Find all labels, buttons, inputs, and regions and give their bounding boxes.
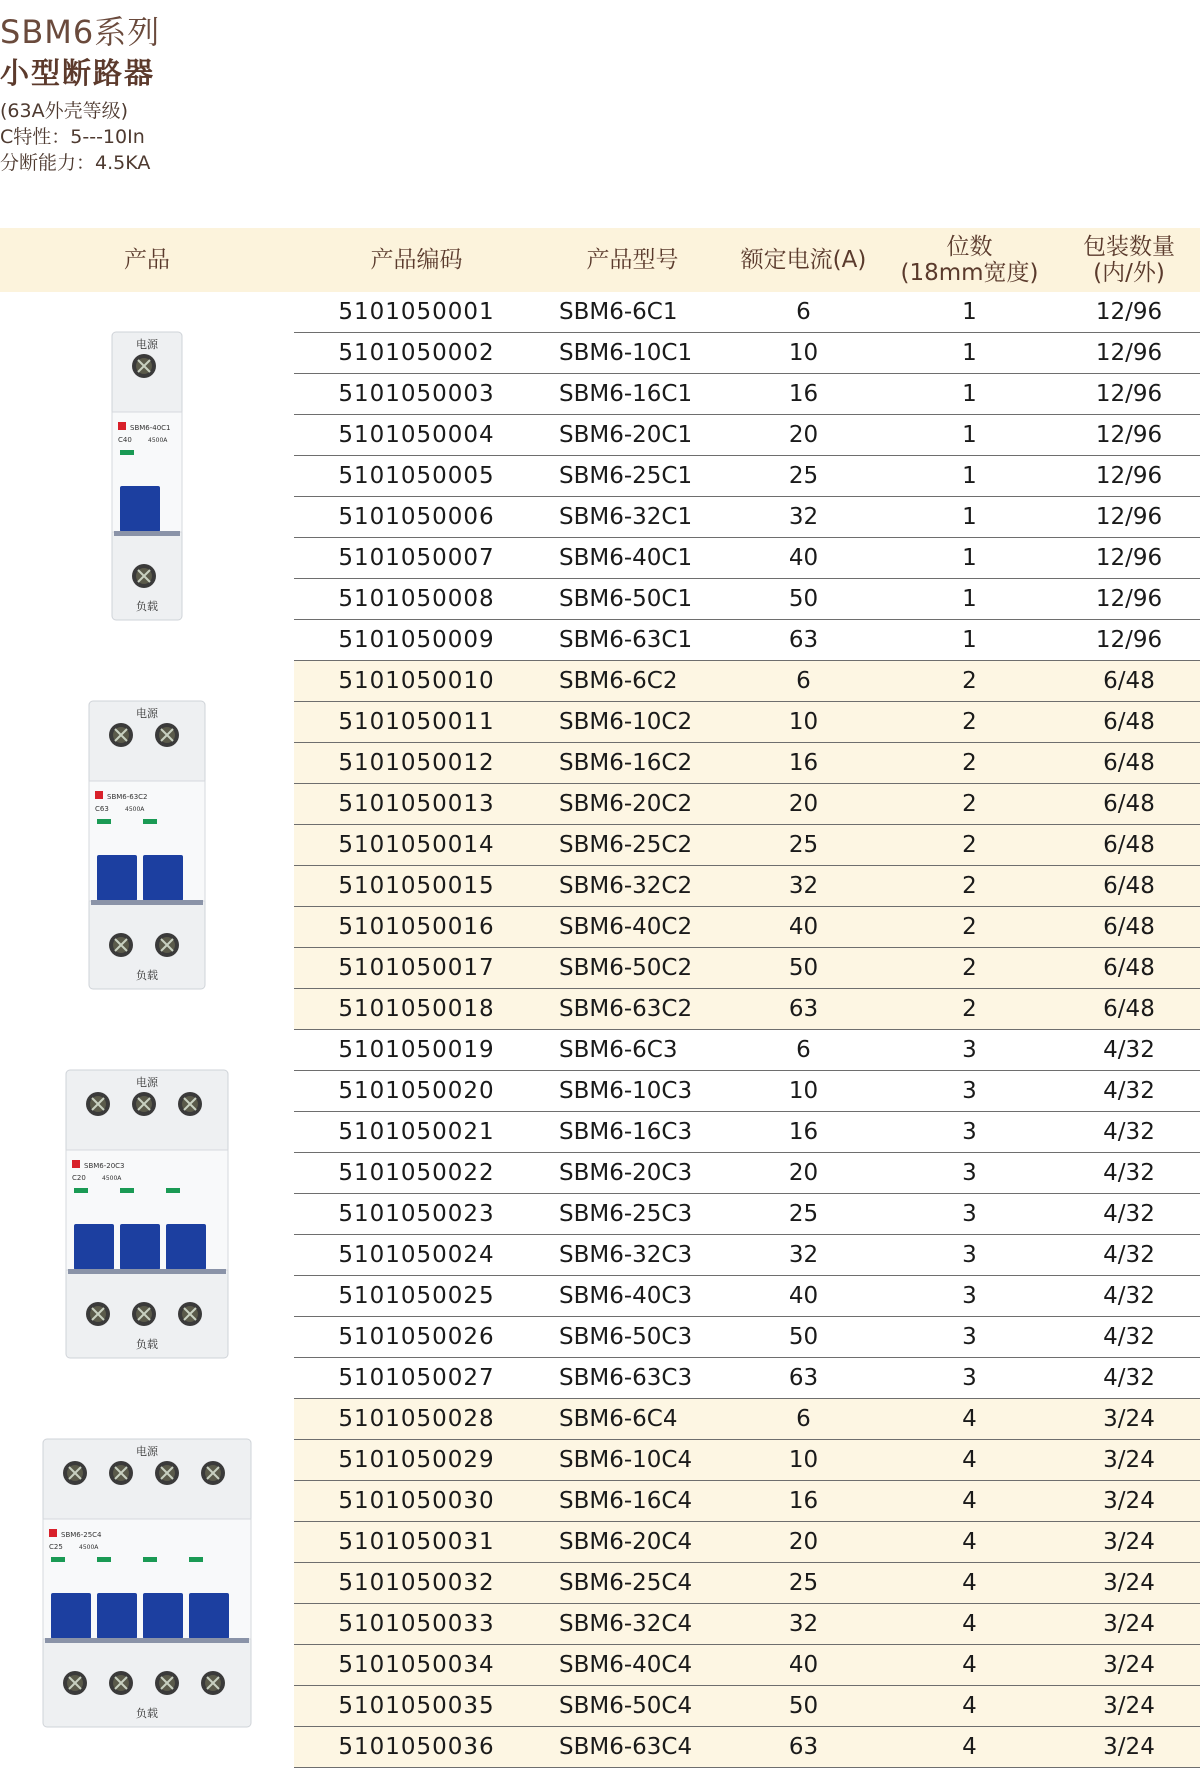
cell-current: 32: [726, 866, 881, 907]
cell-code: 5101050035: [294, 1686, 539, 1727]
cell-current: 16: [726, 1481, 881, 1522]
breaker-handle: [143, 1593, 183, 1639]
cell-poles: 2: [881, 866, 1058, 907]
cell-pack: 4/32: [1058, 1030, 1200, 1071]
cell-model: SBM6-16C1: [539, 374, 726, 415]
cell-poles: 3: [881, 1317, 1058, 1358]
cell-model: SBM6-50C3: [539, 1317, 726, 1358]
cell-pack: 6/48: [1058, 866, 1200, 907]
cell-poles: 4: [881, 1604, 1058, 1645]
cell-model: SBM6-32C3: [539, 1235, 726, 1276]
cell-model: SBM6-20C1: [539, 415, 726, 456]
breaker-handle: [143, 855, 183, 901]
cell-pack: 12/96: [1058, 579, 1200, 620]
cell-code: 5101050026: [294, 1317, 539, 1358]
cell-model: SBM6-25C2: [539, 825, 726, 866]
terminal-screw-icon: [155, 933, 179, 957]
terminal-screw-icon: [155, 1671, 179, 1695]
cell-model: SBM6-32C1: [539, 497, 726, 538]
cell-code: 5101050002: [294, 333, 539, 374]
breaker-illustration-3p: [58, 1064, 236, 1364]
cell-model: SBM6-50C2: [539, 948, 726, 989]
curve-characteristic: C特性：5---10In: [0, 126, 145, 148]
terminal-screw-icon: [155, 1461, 179, 1485]
cell-poles: 1: [881, 538, 1058, 579]
col-poles-line1: 位数: [946, 234, 993, 260]
table-row: [0, 661, 1200, 702]
cell-current: 20: [726, 1522, 881, 1563]
cell-poles: 4: [881, 1727, 1058, 1768]
cell-current: 25: [726, 825, 881, 866]
4-pole-breaker-photo: [35, 1433, 259, 1733]
cell-current: 50: [726, 1317, 881, 1358]
cell-pack: 6/48: [1058, 989, 1200, 1030]
product-image-cell: [0, 1030, 294, 1399]
status-indicator-icon: [143, 1557, 157, 1562]
cell-pack: 6/48: [1058, 784, 1200, 825]
cell-pack: 6/48: [1058, 661, 1200, 702]
status-indicator-icon: [143, 819, 157, 824]
cell-pack: 3/24: [1058, 1604, 1200, 1645]
breaker-capacity-label: 4500A: [79, 1544, 99, 1551]
cell-poles: 3: [881, 1194, 1058, 1235]
cell-current: 6: [726, 1399, 881, 1440]
cell-current: 6: [726, 661, 881, 702]
cell-poles: 1: [881, 415, 1058, 456]
breaker-handle: [51, 1593, 91, 1639]
cell-poles: 2: [881, 825, 1058, 866]
cell-current: 63: [726, 989, 881, 1030]
breaker-model-label: SBM6-63C2: [107, 793, 148, 801]
cell-code: 5101050031: [294, 1522, 539, 1563]
cell-current: 10: [726, 333, 881, 374]
cell-current: 25: [726, 1563, 881, 1604]
cell-code: 5101050034: [294, 1645, 539, 1686]
terminal-screw-icon: [132, 564, 156, 588]
cell-model: SBM6-32C4: [539, 1604, 726, 1645]
breaker-model-label: SBM6-25C4: [61, 1531, 102, 1539]
line-label: 电源: [136, 338, 158, 352]
brand-logo-icon: [95, 791, 103, 799]
breaker-capacity-label: 4500A: [148, 437, 168, 445]
cell-model: SBM6-40C1: [539, 538, 726, 579]
brand-logo-icon: [118, 422, 126, 430]
terminal-screw-icon: [109, 1461, 133, 1485]
status-indicator-icon: [120, 450, 134, 455]
cell-current: 16: [726, 1112, 881, 1153]
cell-pack: 3/24: [1058, 1399, 1200, 1440]
product-image-cell: [0, 661, 294, 1030]
cell-code: 5101050029: [294, 1440, 539, 1481]
cell-poles: 4: [881, 1481, 1058, 1522]
cell-model: SBM6-6C3: [539, 1030, 726, 1071]
cell-poles: 2: [881, 743, 1058, 784]
cell-poles: 2: [881, 989, 1058, 1030]
cell-code: 5101050010: [294, 661, 539, 702]
cell-code: 5101050003: [294, 374, 539, 415]
line-label: 电源: [136, 1076, 158, 1089]
col-product: 产品: [0, 228, 294, 292]
cell-code: 5101050006: [294, 497, 539, 538]
cell-pack: 3/24: [1058, 1727, 1200, 1768]
status-indicator-icon: [189, 1557, 203, 1562]
frame-rating: (63A外壳等级): [0, 100, 128, 122]
cell-model: SBM6-25C3: [539, 1194, 726, 1235]
cell-poles: 1: [881, 579, 1058, 620]
cell-poles: 3: [881, 1153, 1058, 1194]
table-row: [0, 292, 1200, 333]
cell-model: SBM6-10C1: [539, 333, 726, 374]
cell-current: 16: [726, 374, 881, 415]
cell-model: SBM6-6C1: [539, 292, 726, 333]
cell-poles: 3: [881, 1235, 1058, 1276]
cell-pack: 4/32: [1058, 1153, 1200, 1194]
cell-code: 5101050009: [294, 620, 539, 661]
cell-code: 5101050024: [294, 1235, 539, 1276]
cell-model: SBM6-50C4: [539, 1686, 726, 1727]
cell-code: 5101050014: [294, 825, 539, 866]
breaker-illustration-2p: [81, 695, 213, 995]
terminal-screw-icon: [86, 1302, 110, 1326]
cell-pack: 3/24: [1058, 1481, 1200, 1522]
col-model: 产品型号: [539, 228, 726, 292]
cell-code: 5101050030: [294, 1481, 539, 1522]
product-image-cell: [0, 1399, 294, 1768]
load-label: 负载: [136, 600, 158, 614]
cell-model: SBM6-25C1: [539, 456, 726, 497]
line-label: 电源: [136, 1445, 158, 1458]
cell-pack: 12/96: [1058, 497, 1200, 538]
cell-pack: 12/96: [1058, 538, 1200, 579]
cell-code: 5101050011: [294, 702, 539, 743]
status-indicator-icon: [120, 1188, 134, 1193]
cell-model: SBM6-50C1: [539, 579, 726, 620]
terminal-screw-icon: [63, 1461, 87, 1485]
cell-poles: 2: [881, 784, 1058, 825]
cell-current: 10: [726, 1440, 881, 1481]
cell-current: 50: [726, 579, 881, 620]
table-row: [0, 1399, 1200, 1440]
col-poles-line2: (18mm宽度): [900, 260, 1039, 286]
document-header: [0, 12, 160, 176]
breaker-capacity-label: 4500A: [125, 806, 145, 813]
terminal-screw-icon: [155, 723, 179, 747]
cell-pack: 3/24: [1058, 1645, 1200, 1686]
cell-model: SBM6-40C2: [539, 907, 726, 948]
table-row: [0, 1030, 1200, 1071]
cell-code: 5101050013: [294, 784, 539, 825]
breaker-handle: [120, 486, 160, 532]
breaker-illustration-1p: [104, 326, 190, 626]
breaking-capacity: 分断能力：4.5KA: [0, 152, 151, 174]
cell-pack: 4/32: [1058, 1276, 1200, 1317]
cell-model: SBM6-20C4: [539, 1522, 726, 1563]
cell-current: 63: [726, 620, 881, 661]
cell-poles: 4: [881, 1645, 1058, 1686]
breaker-capacity-label: 4500A: [102, 1175, 122, 1182]
cell-pack: 4/32: [1058, 1317, 1200, 1358]
cell-pack: 6/48: [1058, 702, 1200, 743]
cell-poles: 3: [881, 1112, 1058, 1153]
cell-code: 5101050017: [294, 948, 539, 989]
brand-logo-icon: [49, 1529, 57, 1537]
cell-current: 32: [726, 497, 881, 538]
breaker-rating-label: C63: [95, 805, 109, 813]
col-pack: [1058, 228, 1200, 292]
cell-pack: 12/96: [1058, 374, 1200, 415]
cell-code: 5101050012: [294, 743, 539, 784]
cell-model: SBM6-20C3: [539, 1153, 726, 1194]
cell-model: SBM6-16C2: [539, 743, 726, 784]
cell-pack: 3/24: [1058, 1686, 1200, 1727]
cell-current: 50: [726, 1686, 881, 1727]
cell-pack: 3/24: [1058, 1522, 1200, 1563]
cell-current: 10: [726, 1071, 881, 1112]
cell-poles: 2: [881, 702, 1058, 743]
cell-current: 6: [726, 1030, 881, 1071]
cell-current: 16: [726, 743, 881, 784]
breaker-illustration-4p: [35, 1433, 259, 1733]
status-indicator-icon: [166, 1188, 180, 1193]
cell-pack: 12/96: [1058, 292, 1200, 333]
cell-pack: 12/96: [1058, 456, 1200, 497]
cell-model: SBM6-63C1: [539, 620, 726, 661]
cell-poles: 3: [881, 1030, 1058, 1071]
load-label: 负载: [136, 1338, 158, 1351]
cell-current: 50: [726, 948, 881, 989]
cell-model: SBM6-25C4: [539, 1563, 726, 1604]
product-image-cell: [0, 292, 294, 661]
breaker-handle: [166, 1224, 206, 1270]
cell-poles: 1: [881, 292, 1058, 333]
cell-pack: 6/48: [1058, 743, 1200, 784]
cell-poles: 4: [881, 1440, 1058, 1481]
cell-model: SBM6-63C4: [539, 1727, 726, 1768]
cell-current: 25: [726, 456, 881, 497]
cell-model: SBM6-40C4: [539, 1645, 726, 1686]
cell-code: 5101050025: [294, 1276, 539, 1317]
breaker-handle: [189, 1593, 229, 1639]
cell-pack: 4/32: [1058, 1071, 1200, 1112]
cell-current: 20: [726, 415, 881, 456]
1-pole-breaker-photo: [104, 326, 190, 626]
terminal-screw-icon: [132, 354, 156, 378]
cell-poles: 1: [881, 456, 1058, 497]
terminal-screw-icon: [132, 1302, 156, 1326]
status-indicator-icon: [51, 1557, 65, 1562]
cell-current: 25: [726, 1194, 881, 1235]
terminal-screw-icon: [109, 1671, 133, 1695]
cell-current: 63: [726, 1727, 881, 1768]
cell-model: SBM6-6C2: [539, 661, 726, 702]
cell-pack: 6/48: [1058, 948, 1200, 989]
col-pack-line2: (内/外): [1093, 260, 1165, 286]
col-poles: [881, 228, 1058, 292]
cell-poles: 1: [881, 374, 1058, 415]
col-current: 额定电流(A): [726, 228, 881, 292]
cell-code: 5101050023: [294, 1194, 539, 1235]
cell-model: SBM6-20C2: [539, 784, 726, 825]
cell-code: 5101050021: [294, 1112, 539, 1153]
cell-pack: 12/96: [1058, 333, 1200, 374]
cell-code: 5101050036: [294, 1727, 539, 1768]
breaker-model-label: SBM6-40C1: [130, 424, 171, 433]
cell-code: 5101050015: [294, 866, 539, 907]
cell-model: SBM6-10C2: [539, 702, 726, 743]
breaker-model-label: SBM6-20C3: [84, 1162, 125, 1170]
cell-pack: 6/48: [1058, 825, 1200, 866]
product-name: 小型断路器: [0, 56, 156, 90]
cell-pack: 4/32: [1058, 1358, 1200, 1399]
terminal-screw-icon: [201, 1671, 225, 1695]
cell-pack: 4/32: [1058, 1235, 1200, 1276]
terminal-screw-icon: [86, 1092, 110, 1116]
cell-code: 5101050008: [294, 579, 539, 620]
col-pack-line1: 包装数量: [1083, 234, 1175, 260]
breaker-rating-label: C40: [118, 436, 132, 445]
cell-model: SBM6-16C3: [539, 1112, 726, 1153]
cell-code: 5101050033: [294, 1604, 539, 1645]
cell-pack: 4/32: [1058, 1112, 1200, 1153]
status-indicator-icon: [97, 819, 111, 824]
cell-code: 5101050018: [294, 989, 539, 1030]
cell-poles: 2: [881, 948, 1058, 989]
status-indicator-icon: [97, 1557, 111, 1562]
table-header-row: [0, 228, 1200, 292]
cell-model: SBM6-63C2: [539, 989, 726, 1030]
cell-model: SBM6-10C4: [539, 1440, 726, 1481]
cell-code: 5101050028: [294, 1399, 539, 1440]
cell-code: 5101050001: [294, 292, 539, 333]
cell-current: 20: [726, 784, 881, 825]
cell-poles: 1: [881, 497, 1058, 538]
series-title: SBM6系列: [0, 13, 161, 51]
terminal-screw-icon: [132, 1092, 156, 1116]
cell-model: SBM6-16C4: [539, 1481, 726, 1522]
breaker-handle: [97, 1593, 137, 1639]
cell-code: 5101050016: [294, 907, 539, 948]
cell-poles: 1: [881, 333, 1058, 374]
cell-pack: 12/96: [1058, 620, 1200, 661]
cell-model: SBM6-40C3: [539, 1276, 726, 1317]
cell-pack: 3/24: [1058, 1440, 1200, 1481]
cell-current: 10: [726, 702, 881, 743]
cell-current: 6: [726, 292, 881, 333]
cell-current: 32: [726, 1235, 881, 1276]
2-pole-breaker-photo: [81, 695, 213, 995]
breaker-handle: [97, 855, 137, 901]
cell-poles: 2: [881, 907, 1058, 948]
cell-pack: 4/32: [1058, 1194, 1200, 1235]
cell-current: 40: [726, 538, 881, 579]
status-indicator-icon: [74, 1188, 88, 1193]
cell-poles: 4: [881, 1686, 1058, 1727]
cell-pack: 6/48: [1058, 907, 1200, 948]
cell-model: SBM6-32C2: [539, 866, 726, 907]
cell-current: 63: [726, 1358, 881, 1399]
terminal-screw-icon: [109, 933, 133, 957]
cell-poles: 3: [881, 1358, 1058, 1399]
cell-code: 5101050022: [294, 1153, 539, 1194]
cell-model: SBM6-10C3: [539, 1071, 726, 1112]
cell-model: SBM6-63C3: [539, 1358, 726, 1399]
cell-poles: 3: [881, 1276, 1058, 1317]
breaker-handle: [74, 1224, 114, 1270]
spec-table: [0, 228, 1200, 1768]
brand-logo-icon: [72, 1160, 80, 1168]
line-label: 电源: [136, 707, 158, 720]
cell-code: 5101050005: [294, 456, 539, 497]
terminal-screw-icon: [178, 1302, 202, 1326]
cell-code: 5101050007: [294, 538, 539, 579]
cell-current: 40: [726, 1645, 881, 1686]
cell-current: 40: [726, 1276, 881, 1317]
cell-poles: 2: [881, 661, 1058, 702]
cell-pack: 3/24: [1058, 1563, 1200, 1604]
load-label: 负载: [136, 969, 158, 982]
cell-poles: 3: [881, 1071, 1058, 1112]
cell-code: 5101050027: [294, 1358, 539, 1399]
breaker-rating-label: C25: [49, 1543, 63, 1551]
3-pole-breaker-photo: [58, 1064, 236, 1364]
cell-code: 5101050019: [294, 1030, 539, 1071]
cell-current: 40: [726, 907, 881, 948]
terminal-screw-icon: [201, 1461, 225, 1485]
cell-poles: 4: [881, 1522, 1058, 1563]
cell-code: 5101050020: [294, 1071, 539, 1112]
load-label: 负载: [136, 1707, 158, 1720]
cell-current: 32: [726, 1604, 881, 1645]
col-code: 产品编码: [294, 228, 539, 292]
cell-pack: 12/96: [1058, 415, 1200, 456]
cell-poles: 1: [881, 620, 1058, 661]
cell-code: 5101050032: [294, 1563, 539, 1604]
terminal-screw-icon: [63, 1671, 87, 1695]
cell-current: 20: [726, 1153, 881, 1194]
cell-code: 5101050004: [294, 415, 539, 456]
terminal-screw-icon: [178, 1092, 202, 1116]
breaker-handle: [120, 1224, 160, 1270]
terminal-screw-icon: [109, 723, 133, 747]
cell-poles: 4: [881, 1399, 1058, 1440]
cell-poles: 4: [881, 1563, 1058, 1604]
cell-model: SBM6-6C4: [539, 1399, 726, 1440]
breaker-rating-label: C20: [72, 1174, 86, 1182]
